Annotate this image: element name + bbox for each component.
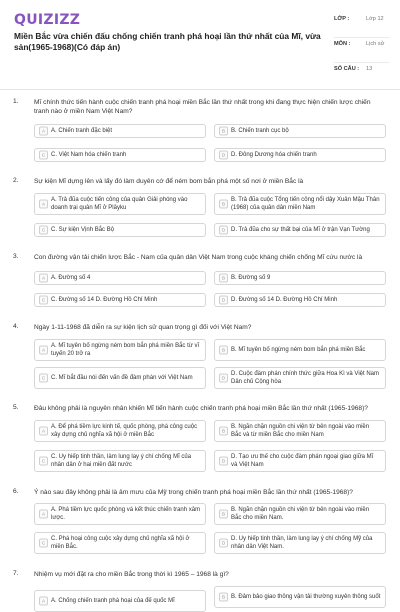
- option-letter: D: [219, 457, 228, 466]
- option-text: B. Ngăn chặn nguồn chi viện từ bên ngoài vào miền Bắc và từ miền Bắc cho miền Nam: [231, 424, 370, 438]
- option-letter: A: [39, 510, 48, 519]
- option-d[interactable]: [214, 450, 386, 472]
- option-letter: C: [39, 151, 48, 160]
- option-text: C. Mĩ bắt đầu nói đến vấn đề đàm phán với Việt Nam: [51, 375, 193, 381]
- option-text: D. Đường số 14 D. Đường Hồ Chí Minh: [231, 297, 338, 303]
- question-text: Sự kiện Mĩ dựng lên và lấy đó làm duyên cớ để ném bom bắn phá một số nơi ở miền Bắc là: [34, 178, 304, 185]
- option-a[interactable]: [34, 590, 206, 612]
- option-text: D. Uy hiếp tinh thần, làm lung lay ý chí chống Mỹ của nhân dân Việt Nam.: [231, 536, 373, 550]
- option-text: B. Trả đũa cuộc Tổng tiến công nổi dậy Xuân Mậu Thân (1968) của quân dân miền Nam: [231, 197, 380, 211]
- option-letter: B: [219, 200, 228, 209]
- option-text: B. Ngăn chặn nguồn chi viện từ bên ngoài vào miền Bắc cho miền Nam.: [231, 507, 370, 521]
- option-letter: A: [39, 274, 48, 283]
- option-c[interactable]: [34, 450, 206, 472]
- option-letter: C: [39, 296, 48, 305]
- option-a[interactable]: [34, 124, 206, 138]
- option-d[interactable]: [214, 367, 386, 389]
- question-text: Ngày 1-11-1968 đã diễn ra sự kiện lịch sử quan trọng gì đối với Việt Nam?: [34, 324, 252, 331]
- option-d[interactable]: [214, 148, 386, 162]
- option-text: A. Chiến tranh đặc biệt: [51, 128, 113, 134]
- question-number: 7.: [13, 570, 19, 577]
- option-letter: D: [219, 151, 228, 160]
- option-letter: C: [39, 539, 48, 548]
- worksheet-meta: [334, 13, 390, 77]
- option-c[interactable]: [34, 367, 206, 389]
- question-text: Nhiệm vụ mới đặt ra cho miền Bắc trong thời kì 1965 – 1968 là gì?: [34, 571, 229, 578]
- option-text: B. Mĩ tuyên bố ngừng ném bom bắn phá miền Bắc: [231, 347, 366, 353]
- option-letter: B: [219, 274, 228, 283]
- option-c[interactable]: [34, 223, 206, 237]
- option-a[interactable]: [34, 339, 206, 361]
- option-letter: D: [219, 374, 228, 383]
- question-number: 1.: [13, 98, 19, 105]
- question-text: Con đường vận tải chiến lược Bắc - Nam của quân dân Việt Nam trong cuộc kháng chiến chống Mĩ cứu nước là: [34, 254, 363, 261]
- option-letter: D: [219, 296, 228, 305]
- question-text: Đâu không phải là nguyên nhân khiến Mĩ tiến hành cuộc chiến tranh phá hoại miền Bắc lần thứ nhất (1965-1968)?: [34, 405, 368, 412]
- option-b[interactable]: [214, 503, 386, 525]
- class-label: LỚP :: [334, 16, 350, 22]
- option-text: B. Đảm bảo giao thông vận tải thường xuyên thông suốt: [231, 594, 381, 600]
- option-d[interactable]: [214, 532, 386, 554]
- option-b[interactable]: [214, 271, 386, 285]
- option-letter: C: [39, 457, 48, 466]
- option-text: A. Chống chiến tranh phá hoại của đế quốc Mĩ: [51, 598, 175, 604]
- option-letter: D: [219, 226, 228, 235]
- option-letter: B: [219, 510, 228, 519]
- option-letter: A: [39, 597, 48, 606]
- option-letter: A: [39, 427, 48, 436]
- option-a[interactable]: [34, 271, 206, 285]
- option-a[interactable]: [34, 193, 206, 215]
- question-number: 2.: [13, 177, 19, 184]
- quizizz-logo: QUIZIZZ: [14, 12, 81, 28]
- question-count-label: SỐ CÂU :: [334, 66, 360, 72]
- option-b[interactable]: [214, 124, 386, 138]
- option-text: A. Trả đũa cuộc tiến công của quân Giải phóng vào doanh trại quân Mĩ ở Plâyku: [51, 197, 188, 211]
- option-text: A. Đường số 4: [51, 275, 91, 281]
- question-text: Mĩ chính thức tiến hành cuộc chiến tranh phá hoại miền Bắc lần thứ nhất trong khi đang thực hiện chiến lược chiến tranh nào ở miền Nam Việt Nam?: [34, 99, 371, 115]
- option-letter: A: [39, 127, 48, 136]
- option-letter: B: [219, 593, 228, 602]
- subject-label: MÔN :: [334, 41, 351, 47]
- option-b[interactable]: [214, 339, 386, 361]
- option-text: D. Cuộc đàm phán chính thức giữa Hoa Kì và Việt Nam Dân chủ Cộng hòa: [231, 371, 379, 385]
- worksheet-header: [0, 0, 400, 90]
- option-letter: B: [219, 346, 228, 355]
- question-text: Ý nào sau đây không phải là âm mưu của Mỹ trong chiến tranh phá hoại miền Bắc lần thứ nhất (1965-1968)?: [34, 489, 353, 496]
- option-text: C. Uy hiếp tinh thần, làm lung lay ý chí chống Mĩ của nhân dân ở hai miền đất nước: [51, 454, 192, 468]
- option-a[interactable]: [34, 420, 206, 442]
- option-text: D. Tạo ưu thế cho cuộc đàm phán ngoại giao giữa Mĩ và Việt Nam: [231, 454, 374, 468]
- option-b[interactable]: [214, 193, 386, 215]
- option-text: A. Mĩ tuyên bố ngừng ném bom bắn phá miền Bắc từ vĩ tuyến 20 trở ra: [51, 343, 200, 357]
- meta-class-row: [334, 13, 390, 38]
- option-text: C. Đường số 14 D. Đường Hồ Chí Minh: [51, 297, 158, 303]
- option-letter: A: [39, 346, 48, 355]
- question-count-value: 13: [366, 66, 373, 72]
- meta-subject-row: [334, 38, 390, 63]
- option-text: A. Để phá tiềm lực kinh tế, quốc phòng, phá công cuộc xây dựng chủ nghĩa xã hội ở miền Bắc: [51, 424, 198, 438]
- option-text: C. Phá hoại công cuộc xây dựng chủ nghĩa xã hội ở miền Bắc.: [51, 536, 190, 550]
- option-letter: C: [39, 374, 48, 383]
- page-title: Miền Bắc vừa chiến đấu chống chiến tranh phá hoại lần thứ nhất của Mĩ, vừa sản(1965-1968)(Có đáp án): [14, 31, 321, 52]
- subject-value: Lịch sử: [366, 41, 385, 47]
- option-letter: C: [39, 226, 48, 235]
- option-c[interactable]: [34, 148, 206, 162]
- option-letter: A: [39, 200, 48, 209]
- option-d[interactable]: [214, 293, 386, 307]
- question-number: 6.: [13, 488, 19, 495]
- option-c[interactable]: [34, 532, 206, 554]
- class-value: Lớp 12: [366, 16, 384, 22]
- option-d[interactable]: [214, 223, 386, 237]
- option-letter: B: [219, 127, 228, 136]
- question-number: 5.: [13, 404, 19, 411]
- meta-count-row: [334, 63, 390, 77]
- option-text: B. Đường số 9: [231, 275, 271, 281]
- option-c[interactable]: [34, 293, 206, 307]
- option-text: A. Phá tiềm lực quốc phòng và kết thúc chiến tranh xâm lược.: [51, 507, 201, 521]
- option-a[interactable]: [34, 503, 206, 525]
- option-letter: D: [219, 539, 228, 548]
- option-text: D. Đông Dương hóa chiến tranh: [231, 152, 317, 158]
- option-letter: B: [219, 427, 228, 436]
- option-text: D. Trả đũa cho sự thất bại của Mĩ ở trận Vạn Tường: [231, 227, 370, 233]
- option-text: C. Việt Nam hóa chiến tranh: [51, 152, 127, 158]
- option-text: C. Sự kiện Vịnh Bắc Bộ: [51, 227, 115, 233]
- question-number: 4.: [13, 323, 19, 330]
- question-number: 3.: [13, 253, 19, 260]
- option-b[interactable]: [214, 420, 386, 442]
- option-text: B. Chiến tranh cục bộ: [231, 128, 289, 134]
- option-b[interactable]: [214, 586, 386, 608]
